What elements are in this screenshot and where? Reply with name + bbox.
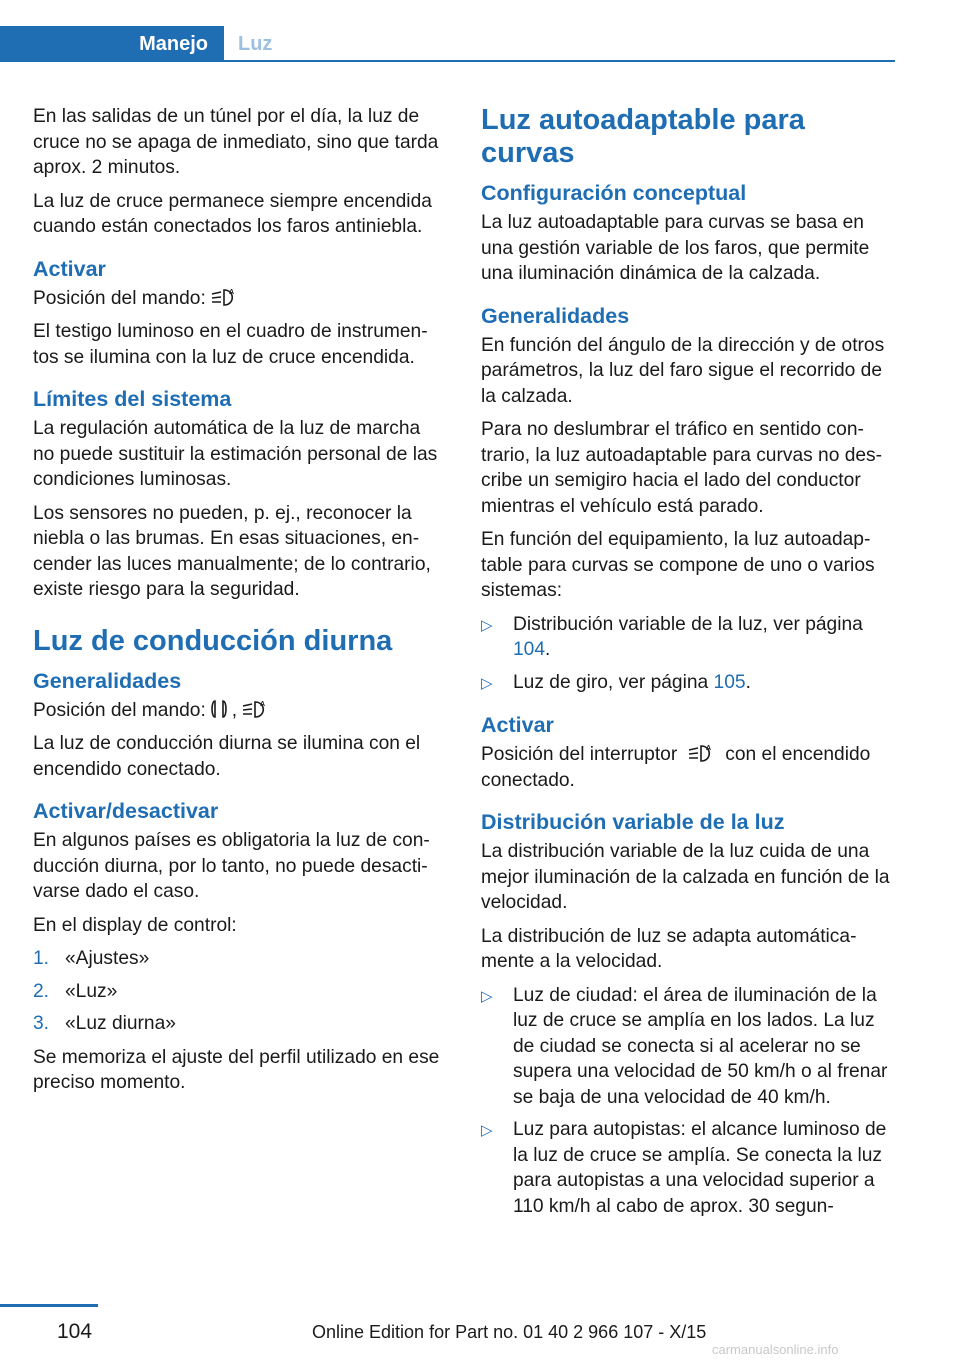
steps-list bbox=[33, 946, 445, 1037]
section-heading-limites: Límites del sistema bbox=[33, 387, 232, 411]
section-heading-activar: Activar bbox=[481, 713, 554, 737]
triangle-bullet-icon: ▷ bbox=[481, 616, 493, 634]
tab-luz[interactable]: Luz bbox=[238, 33, 273, 55]
chapter-heading-curvas: Luz autoadaptable para curvas bbox=[481, 104, 805, 169]
list-item-text: Luz de ciudad: el área de iluminación de la luz de cruce se amplía en los lados. La luz de ciudad se conecta si al acelerar no se supera una velocidad de 50 km/h o al frenar se baja de una velocidad de 40 km/h. bbox=[513, 984, 888, 1108]
section-heading-activar-desactivar: Activar/desactivar bbox=[33, 799, 219, 823]
paragraph: La distribución de luz se adapta automáticamente a la velocidad. bbox=[481, 925, 857, 972]
watermark: carmanualsonline.info bbox=[712, 1342, 839, 1357]
svg-text:A: A bbox=[706, 745, 712, 752]
paragraph: La luz autoadaptable para curvas se basa en una gestión variable de los faros, que permite una iluminación dinámica de la calzada. bbox=[481, 212, 870, 284]
triangle-bullet-icon: ▷ bbox=[481, 987, 493, 1005]
section-heading-distribucion: Distribución variable de la luz bbox=[481, 810, 785, 834]
list-item bbox=[481, 983, 893, 1111]
section-heading-configuracion: Configuración conceptual bbox=[481, 181, 747, 205]
list-item bbox=[481, 612, 893, 663]
systems-list bbox=[481, 612, 893, 697]
page-ref-link[interactable]: 104 bbox=[513, 639, 546, 660]
paragraph: El testigo luminoso en el cuadro de instrumentos se ilumina con la luz de cruce encendida. bbox=[33, 321, 428, 368]
page-ref-link[interactable]: 105 bbox=[713, 671, 746, 693]
paragraph: En algunos países es obligatoria la luz de conducción diurna, por lo tanto, no puede desactivarse dado el caso. bbox=[33, 830, 430, 902]
paragraph: Posición del mando: , A bbox=[33, 698, 445, 724]
triangle-bullet-icon: ▷ bbox=[481, 674, 493, 692]
step-text: «Luz» bbox=[65, 980, 118, 1002]
list-item-text: Luz de giro, ver página 105. bbox=[513, 671, 751, 693]
paragraph: Posición del interruptor A con el encendido conectado. bbox=[481, 744, 871, 791]
paragraph: Posición del mando: A bbox=[33, 286, 445, 312]
paragraph: La regulación automática de la luz de marcha no puede sustituir la estimación personal de las condiciones luminosas. bbox=[33, 418, 438, 490]
auto-light-icon bbox=[210, 286, 238, 308]
chapter-heading-diurna: Luz de conducción diurna bbox=[33, 624, 393, 657]
list-item bbox=[33, 979, 445, 1005]
step-number: 1. bbox=[33, 948, 50, 969]
paragraph: En función del ángulo de la dirección y de otros parámetros, la luz del faro sigue el recorrido de la calzada. bbox=[481, 334, 885, 407]
tab-manejo[interactable]: Manejo bbox=[0, 26, 224, 62]
step-number: 2. bbox=[33, 980, 50, 1002]
list-item-text: Luz para autopistas: el alcance luminoso de la luz de cruce se amplía. Se conecta la luz para autopistas a una velocidad superior a 110 km/h al cabo de aprox. 30 segun- bbox=[513, 1119, 887, 1217]
page-number: 104 bbox=[57, 1320, 93, 1343]
left-column bbox=[33, 104, 445, 1104]
list-item bbox=[481, 1117, 893, 1219]
list-item bbox=[33, 1011, 445, 1037]
paragraph: La distribución variable de la luz cuida de una mejor iluminación de la calzada en función de la velocidad. bbox=[481, 841, 890, 913]
triangle-bullet-icon: ▷ bbox=[481, 1122, 493, 1139]
section-heading-generalidades: Generalidades bbox=[33, 668, 182, 693]
header-bar bbox=[0, 0, 895, 62]
section-heading-activar: Activar bbox=[33, 256, 106, 281]
paragraph: La luz de conducción diurna se ilumina con el encendido conectado. bbox=[33, 733, 421, 780]
paragraph: En el display de control: bbox=[33, 914, 237, 936]
auto-light-icon bbox=[241, 698, 269, 720]
paragraph: En las salidas de un túnel por el día, la luz de cruce no se apaga de inmediato, sino que tarda aprox. 2 minutos. bbox=[33, 106, 439, 178]
paragraph: Los sensores no pueden, p. ej., reconocer la niebla o las brumas. En esas situaciones, encender las luces manualmente; de lo contrario, existe riesgo para la seguridad. bbox=[33, 502, 431, 600]
parking-light-icon bbox=[210, 698, 228, 720]
paragraph: Para no deslumbrar el tráfico en sentido contrario, la luz autoadaptable para curvas no describe un semigiro hacia el lado del conductor mientras el vehículo está parado. bbox=[481, 419, 883, 517]
right-column bbox=[481, 104, 893, 1227]
paragraph: La luz de cruce permanece siempre encendida cuando están conectados los faros antiniebla. bbox=[33, 190, 432, 237]
paragraph: Se memoriza el ajuste del perfil utilizado en ese preciso momento. bbox=[33, 1046, 440, 1093]
step-number: 3. bbox=[33, 1013, 50, 1034]
list-item bbox=[481, 670, 893, 697]
page-number-bar bbox=[0, 1304, 98, 1307]
auto-light-icon bbox=[685, 742, 717, 764]
edition-footer: Online Edition for Part no. 01 40 2 966 107 - X/15 bbox=[312, 1322, 707, 1342]
paragraph: En función del equipamiento, la luz autoadaptable para curvas se compone de uno o varios sistemas: bbox=[481, 529, 875, 601]
section-heading-generalidades: Generalidades bbox=[481, 303, 630, 328]
distribution-list bbox=[481, 983, 893, 1220]
svg-text:A: A bbox=[260, 700, 266, 708]
list-item bbox=[33, 946, 445, 972]
list-item-text: Distribución variable de la luz, ver página 104. bbox=[513, 613, 863, 660]
step-text: «Luz diurna» bbox=[65, 1013, 176, 1034]
step-text: «Ajustes» bbox=[65, 948, 150, 969]
svg-text:A: A bbox=[228, 288, 234, 296]
